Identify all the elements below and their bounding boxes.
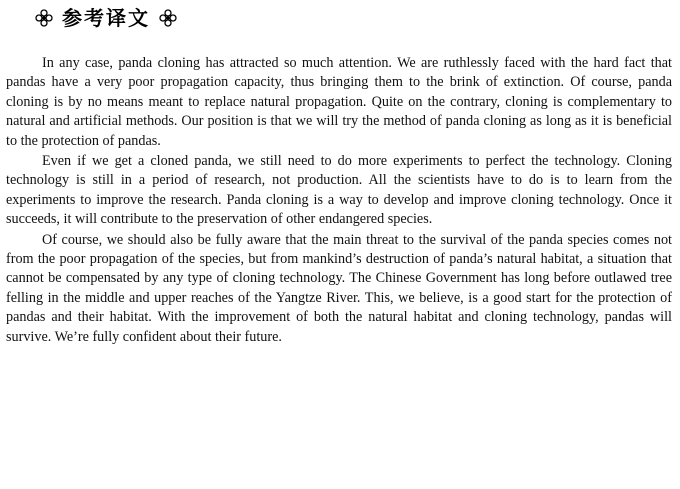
section-title: 参考译文 [62, 6, 150, 30]
section-header [34, 5, 178, 31]
translation-body [6, 54, 672, 347]
four-leaf-ornament-icon [158, 8, 178, 28]
paragraph: Of course, we should also be fully aware that the main threat to the survival of the panda species comes not from the poor propagation of the species, but from mankind’s destruction of panda’s natural habitat, a situation that cannot be compensated by any type of cloning technology. The Chinese Government has long before outlawed tree felling in the middle and upper reaches of the Yangtze River. This, we believe, is a good start for the protection of pandas and their habitat. With the improvement of both the natural habitat and cloning technology, pandas will survive. We’re fully confident about their future. [6, 231, 672, 345]
paragraph: Even if we get a cloned panda, we still need to do more experiments to perfect the technology. Cloning technology is still in a period of research, not production. All the scientists have to do is to learn from the experiments to improve the research. Panda cloning is a way to develop and improve cloning technology. Once it succeeds, it will contribute to the preservation of other endangered species. [6, 153, 672, 228]
four-leaf-ornament-icon [34, 8, 54, 28]
paragraph: In any case, panda cloning has attracted so much attention. We are ruthlessly faced with the hard fact that pandas have a very poor propagation capacity, thus bringing them to the brink of extinction. Of course, panda cloning is by no means meant to replace natural propagation. Quite on the contrary, cloning is complementary to natural and artificial methods. Our position is that we will try the method of panda cloning as long as it is beneficial to the protection of pandas. [6, 55, 672, 149]
